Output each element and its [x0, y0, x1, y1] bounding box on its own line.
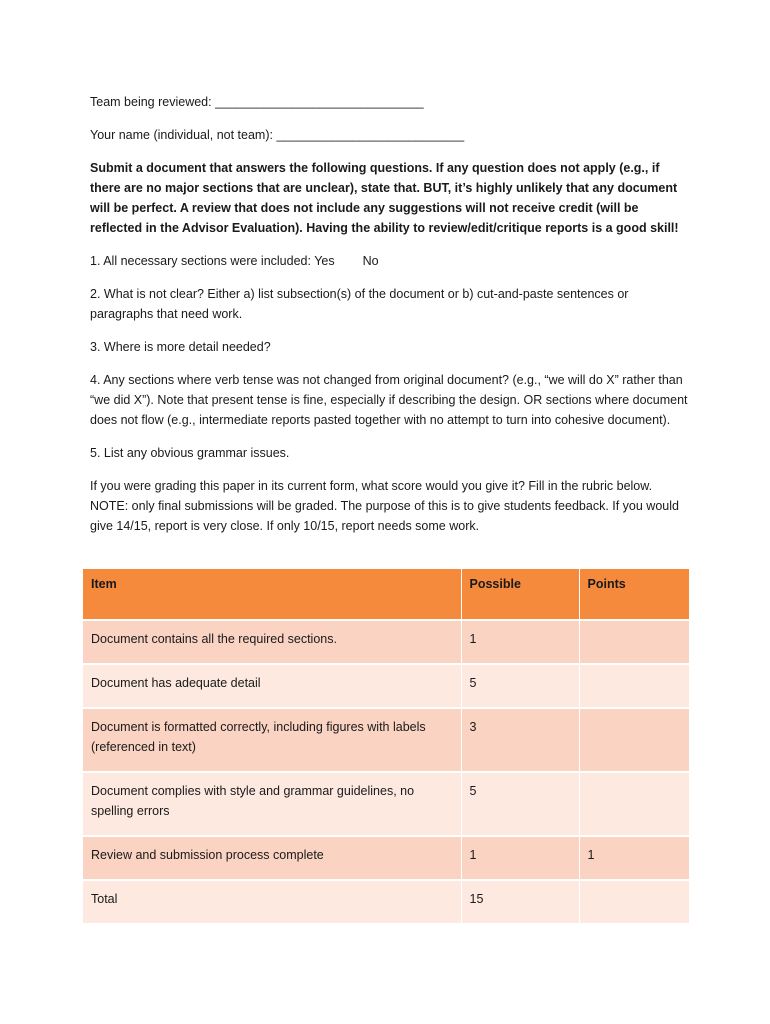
table-row: [83, 772, 689, 836]
row-possible: 5: [461, 664, 579, 708]
table-row-total: [83, 880, 689, 923]
row-item: Document complies with style and grammar guidelines, no spelling errors: [83, 772, 461, 836]
question-3: 3. Where is more detail needed?: [90, 340, 271, 354]
question-5: 5. List any obvious grammar issues.: [90, 446, 290, 460]
row-item: Document contains all the required sections.: [83, 620, 461, 664]
row-item: Document is formatted correctly, including figures with labels (referenced in text): [83, 708, 461, 772]
table-row: [83, 708, 689, 772]
row-points[interactable]: [579, 708, 689, 772]
row-points[interactable]: [579, 880, 689, 923]
row-possible: 3: [461, 708, 579, 772]
row-points[interactable]: [579, 664, 689, 708]
row-possible: 5: [461, 772, 579, 836]
table-row: [83, 664, 689, 708]
row-item: Total: [83, 880, 461, 923]
reviewer-name-line: Your name (individual, not team): ___________________________: [90, 128, 465, 142]
instructions-paragraph: Submit a document that answers the following questions. If any question does not apply (e.g., if there are no major sections that are unclear), state that. BUT, it’s highly unlikely that any document will be perfect. A review that does not include any suggestions will not receive credit (will be reflected in the Advisor Evaluation). Having the ability to review/edit/critique reports is a good skill!: [90, 161, 679, 235]
row-item: Document has adequate detail: [83, 664, 461, 708]
rubric-header-row: [83, 569, 689, 620]
row-points[interactable]: 1: [579, 836, 689, 880]
question-1: [90, 251, 690, 271]
header-item: Item: [83, 569, 461, 620]
row-possible: 15: [461, 880, 579, 923]
table-row: [83, 620, 689, 664]
row-points[interactable]: [579, 772, 689, 836]
question-1-text: 1. All necessary sections were included: Yes: [90, 254, 335, 268]
document-page: [90, 92, 690, 549]
rubric-table: [83, 569, 690, 923]
row-points[interactable]: [579, 620, 689, 664]
team-reviewed-line: Team being reviewed: ______________________________: [90, 95, 424, 109]
header-possible: Possible: [461, 569, 579, 620]
question-2: 2. What is not clear? Either a) list subsection(s) of the document or b) cut-and-paste sentences or paragraphs that need work.: [90, 287, 629, 321]
question-4: 4. Any sections where verb tense was not changed from original document? (e.g., “we will do X” rather than “we did X”). Note that present tense is fine, especially if describing the design. OR sections where document does not flow (e.g., intermediate reports pasted together with no attempt to turn into cohesive document).: [90, 373, 688, 427]
row-item: Review and submission process complete: [83, 836, 461, 880]
header-points: Points: [579, 569, 689, 620]
row-possible: 1: [461, 836, 579, 880]
question-1-no: No: [362, 254, 379, 268]
grading-paragraph: If you were grading this paper in its current form, what score would you give it? Fill in the rubric below. NOTE: only final submissions will be graded. The purpose of this is to give students feedback. If you would give 14/15, report is very close. If only 10/15, report needs some work.: [90, 479, 679, 533]
table-row: [83, 836, 689, 880]
row-possible: 1: [461, 620, 579, 664]
